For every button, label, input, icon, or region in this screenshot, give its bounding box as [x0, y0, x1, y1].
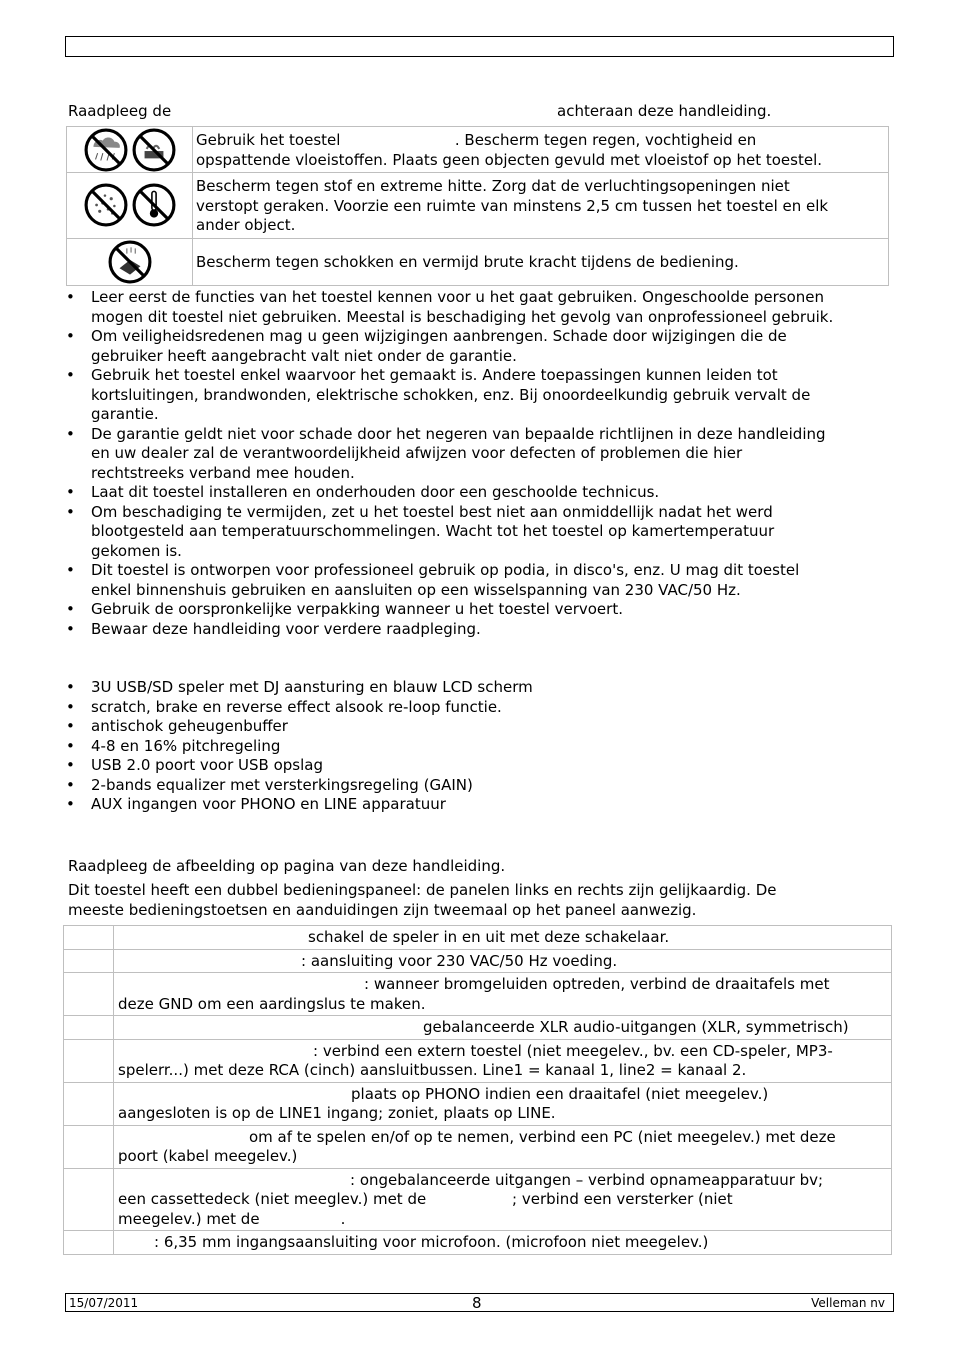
control-row — [64, 949, 892, 973]
guideline-line: en uw dealer zal de verantwoordelijkheid afwijzen voor defecten of problemen die hier — [91, 444, 743, 462]
control-description-line: : wanneer bromgeluiden optreden, verbind de draaitafels met — [364, 975, 830, 993]
control-description-line: schakel de speler in en uit met deze schakelaar. — [308, 928, 670, 946]
control-number-cell — [64, 1231, 114, 1255]
control-description-line: : 6,35 mm ingangsaansluiting voor microfoon. (microfoon niet meegelev.) — [154, 1233, 709, 1251]
guideline-line: • Gebruik het toestel enkel waarvoor het gemaakt is. Andere toepassingen kunnen leiden tot — [91, 366, 778, 384]
guideline-line: • Dit toestel is ontworpen voor professioneel gebruik op podia, in disco's, enz. U mag dit toestel — [91, 561, 800, 579]
guideline-line: blootgesteld aan temperatuurschommelingen. Wacht tot het toestel op kamertemperatuur — [91, 522, 775, 540]
symbol-icons-cell — [67, 127, 193, 173]
feature-item: • scratch, brake en reverse effect alsook re-loop functie. — [66, 698, 896, 718]
control-number-cell — [64, 1168, 114, 1231]
symbol-text-cell — [193, 127, 889, 173]
intro-left: Raadpleeg de — [68, 102, 172, 120]
no-liquid-icon — [132, 128, 176, 172]
control-description-cell — [114, 1168, 892, 1231]
control-description-line: spelerr...) met deze RCA (cinch) aansluitbussen. Line1 = kanaal 1, line2 = kanaal 2. — [118, 1061, 747, 1079]
no-heat-icon — [132, 183, 176, 227]
control-description-cell — [114, 949, 892, 973]
guideline-item — [66, 561, 896, 600]
control-description-cell — [114, 1125, 892, 1168]
guideline-line: • De garantie geldt niet voor schade door het negeren van bepaalde richtlijnen in deze handleiding — [91, 424, 826, 443]
guideline-line: kortsluitingen, brandwonden, elektrische schokken, enz. Bij onoordeelkundig gebruik vervalt de — [91, 385, 811, 404]
guideline-line: mogen dit toestel niet gebruiken. Meestal is beschadiging het gevolg van onprofessioneel gebruik. — [91, 307, 834, 326]
symbol-row — [67, 238, 889, 286]
control-row — [64, 1016, 892, 1040]
symbol-text-line: opspattende vloeistoffen. Plaats geen objecten gevuld met vloeistof op het toestel. — [196, 150, 823, 169]
feature-item: • 2-bands equalizer met versterkingsregeling (GAIN) — [66, 776, 896, 796]
guideline-line: • Om veiligheidsredenen mag u geen wijzigingen aanbrengen. Schade door wijzigingen die de — [91, 327, 787, 345]
guideline-item — [66, 425, 896, 484]
control-row — [64, 1231, 892, 1255]
control-description-cell — [114, 1082, 892, 1125]
control-description-line: : ongebalanceerde uitgangen – verbind opnameapparatuur bv; — [350, 1170, 824, 1189]
control-row — [64, 973, 892, 1016]
guideline-line: garantie. — [91, 405, 159, 423]
control-description-line: : aansluiting voor 230 VAC/50 Hz voeding. — [301, 951, 618, 970]
guideline-line: • Om beschadiging te vermijden, zet u het toestel best niet aan onmiddellijk nadat het werd — [91, 502, 773, 521]
guideline-item — [66, 503, 896, 562]
no-rain-icon — [84, 128, 128, 172]
guideline-line: gebruiker heeft aangebracht valt niet onder de garantie. — [91, 346, 517, 365]
guideline-line: enkel binnenshuis gebruiken en aansluiten op een wisselspanning van 230 VAC/50 Hz. — [91, 580, 741, 599]
guideline-line: • Bewaar deze handleiding voor verdere raadpleging. — [91, 619, 481, 638]
control-description-cell — [114, 1231, 892, 1255]
symbol-text-line: Bescherm tegen stof en extreme hitte. Zorg dat de verluchtingsopeningen niet — [196, 177, 790, 195]
guideline-item — [66, 288, 896, 327]
control-description-cell — [114, 926, 892, 950]
control-number-cell — [64, 949, 114, 973]
control-description-cell — [114, 973, 892, 1016]
feature-item: • antischok geheugenbuffer — [66, 717, 896, 737]
overview-para-line-1: Dit toestel heeft een dubbel bedieningspaneel: de panelen links en rechts zijn gelijkaardig. De — [68, 881, 777, 899]
control-number-cell — [64, 1125, 114, 1168]
guideline-item — [66, 366, 896, 425]
footer-company: Velleman nv — [811, 1296, 885, 1310]
control-description-line: om af te spelen en/of op te nemen, verbind een PC (niet meegelev.) met deze — [249, 1127, 836, 1146]
safety-symbols-table — [66, 126, 889, 286]
control-description-cell — [114, 1039, 892, 1082]
overview-para-line-2: meeste bedieningstoetsen en aanduidingen zijn tweemaal op het paneel aanwezig. — [68, 901, 697, 919]
control-description-cell — [114, 1016, 892, 1040]
page-header-box — [65, 36, 894, 57]
symbol-text-cell — [193, 173, 889, 239]
intro-right: achteraan deze handleiding. — [557, 102, 772, 120]
feature-item: • 3U USB/SD speler met DJ aansturing en blauw LCD scherm — [66, 678, 896, 698]
control-description-line: poort (kabel meegelev.) — [118, 1147, 298, 1165]
control-row — [64, 1168, 892, 1231]
control-number-cell — [64, 926, 114, 950]
control-description-line: aangesloten is op de LINE1 ingang; zoniet, plaats op LINE. — [118, 1104, 556, 1122]
control-number-cell — [64, 973, 114, 1016]
guideline-line: rechtstreeks verband mee houden. — [91, 463, 355, 482]
symbol-text-line: Bescherm tegen schokken en vermijd brute kracht tijdens de bediening. — [196, 252, 739, 271]
feature-item: • 4-8 en 16% pitchregeling — [66, 737, 896, 757]
safety-guidelines-list — [66, 288, 896, 639]
controls-table — [63, 925, 892, 1255]
guideline-item — [66, 483, 896, 503]
control-row — [64, 1082, 892, 1125]
footer-page-number: 8 — [472, 1294, 482, 1312]
symbol-text-line: ander object. — [196, 216, 296, 234]
guideline-item — [66, 600, 896, 620]
control-number-cell — [64, 1039, 114, 1082]
overview-intro: Raadpleeg de afbeelding op pagina van deze handleiding. — [68, 857, 506, 875]
guideline-item — [66, 620, 896, 640]
guideline-line: • Leer eerst de functies van het toestel kennen voor u het gaat gebruiken. Ongeschoolde personen — [91, 288, 825, 306]
control-description-line: meegelev.) met de . — [118, 1209, 346, 1228]
page-footer — [65, 1293, 894, 1312]
control-row — [64, 926, 892, 950]
symbol-icons-cell — [67, 238, 193, 286]
guideline-item — [66, 327, 896, 366]
feature-item: • USB 2.0 poort voor USB opslag — [66, 756, 896, 776]
feature-item: • AUX ingangen voor PHONO en LINE apparatuur — [66, 795, 896, 815]
no-shock-icon — [108, 240, 152, 284]
control-description-line: een cassettedeck (niet meeglev.) met de ; verbind een versterker (niet — [118, 1190, 733, 1208]
control-description-line: gebalanceerde XLR audio-uitgangen (XLR, symmetrisch) — [423, 1018, 849, 1036]
guideline-line: • Gebruik de oorspronkelijke verpakking wanneer u het toestel vervoert. — [91, 600, 623, 618]
symbol-icons-cell — [67, 173, 193, 239]
control-description-line: plaats op PHONO indien een draaitafel (niet meegelev.) — [351, 1084, 769, 1103]
features-list — [66, 678, 896, 815]
footer-date: 15/07/2011 — [69, 1296, 139, 1310]
control-row — [64, 1125, 892, 1168]
control-description-line: : verbind een extern toestel (niet meegelev., bv. een CD-speler, MP3- — [313, 1041, 833, 1060]
symbol-text-line: Gebruik het toestel . Bescherm tegen regen, vochtigheid en — [196, 131, 757, 149]
no-dust-icon — [84, 183, 128, 227]
control-number-cell — [64, 1082, 114, 1125]
symbol-text-line: verstopt geraken. Voorzie een ruimte van minstens 2,5 cm tussen het toestel en elk — [196, 196, 829, 215]
guideline-line: • Laat dit toestel installeren en onderhouden door een geschoolde technicus. — [91, 483, 660, 501]
symbol-row — [67, 173, 889, 239]
symbol-row — [67, 127, 889, 173]
control-number-cell — [64, 1016, 114, 1040]
control-description-line: deze GND om een aardingslus te maken. — [118, 994, 426, 1013]
control-row — [64, 1039, 892, 1082]
symbol-text-cell — [193, 238, 889, 286]
guideline-line: gekomen is. — [91, 541, 182, 560]
